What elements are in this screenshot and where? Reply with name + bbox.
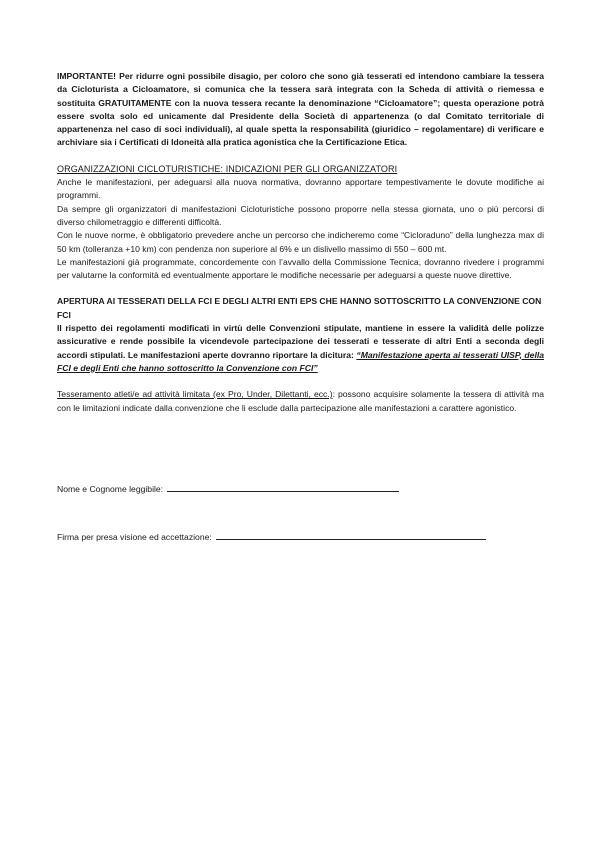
tesseramento-lead: Tesseramento atleti/e ad attività limitata (ex Pro, Under, Dilettanti, ecc.): [57, 389, 333, 400]
spacer: [57, 150, 544, 163]
importante-text: Per ridurre ogni possibile disagio, per coloro che sono già tesserati ed intendono cambiare la tessera da Cicloturista a Cicloamatore, si comunica che la tessera sarà integrata con la Scheda di attività o riemessa e sostituita GRATUITAMENTE con la nuova tessera recante la denominazione “Cicloamatore”; questa operazione potrà essere svolta solo ed unicamente dal Presidente della Società di appartenenza (o dal Comitato territoriale di appartenenza nel caso di soci individuali), al quale spetta la responsabilità (giuridico – regolamentare) di verificare e archiviare sia i Certificati di Idoneità alla pratica agonistica che la Certificazione Etica.: [57, 71, 544, 148]
organizzazioni-paragraph-4: Le manifestazioni già programmate, concordemente con l’avvallo della Commissione Tecnica, dovranno rivedere i programmi per valutarne la conformità ed eventualmente apportare le modifiche necessarie per adeguarsi a queste nuove direttive.: [57, 256, 544, 281]
organizzazioni-paragraph-3: Con le nuove norme, è obbligatorio prevedere anche un percorso che indicheremo come “Cicloraduno” della lunghezza max di 50 km (tolleranza +10 km) con pendenza non superiore al 6% e un dislivello massimo di 550 – 600 mt.: [57, 230, 544, 254]
organizzazioni-paragraph-2: Da sempre gli organizzatori di manifestazioni Cicloturistiche possono proporre nella stessa giornata, uno o più percorsi di diverso chilometraggio e differenti difficoltà.: [57, 203, 544, 227]
name-label: Nome e Cognome leggibile:: [57, 484, 164, 494]
organizzazioni-paragraph-1: Anche le manifestazioni, per adeguarsi alla nuova normativa, dovranno apportare tempestivamente le dovute modifiche ai programmi.: [57, 177, 544, 201]
importante-lead: IMPORTANTE!: [57, 71, 117, 81]
organizzazioni-heading: ORGANIZZAZIONI CICLOTURISTICHE: INDICAZIONI PER GLI ORGANIZZATORI: [57, 163, 398, 174]
apertura-text: Il rispetto dei regolamenti modificati in virtù delle Convenzioni stipulate, mantiene in essere la validità delle polizze assicurative e rende possibile la vicendevole partecipazione dei tesserati e tesserate di altri Enti a seconda degli accordi stipulati. Le manifestazioni aperte dovranno riportare la dicitura:: [57, 323, 544, 360]
tesseramento-paragraph: [57, 388, 544, 415]
spacer: [57, 375, 544, 388]
spacer: [57, 282, 544, 295]
tesseramento-text: : possono acquisire solamente la tessera di attività ma con le limitazioni indicate dalla convenzione che li esclude dalla partecipazione alle manifestazioni a carattere agonistico.: [57, 389, 544, 413]
firma-label: Firma per presa visione ed accettazione:: [57, 532, 212, 542]
apertura-quote: “Manifestazione aperta ai tesserati UISP, della FCI e degli Enti che hanno sottoscritto la Convenzione con FCI”: [57, 349, 544, 373]
importante-paragraph: [57, 70, 544, 150]
firma-blank-line[interactable]: [216, 530, 486, 540]
apertura-heading: APERTURA AI TESSERATI DELLA FCI E DEGLI ALTRI ENTI EPS CHE HANNO SOTTOSCRITTO LA CONVENZIONE CON FCI: [57, 296, 542, 320]
firma-signature-row: [57, 530, 486, 544]
name-blank-line[interactable]: [167, 482, 399, 492]
name-signature-row: [57, 482, 399, 496]
document-body: [57, 70, 544, 415]
apertura-paragraph: [57, 322, 544, 375]
